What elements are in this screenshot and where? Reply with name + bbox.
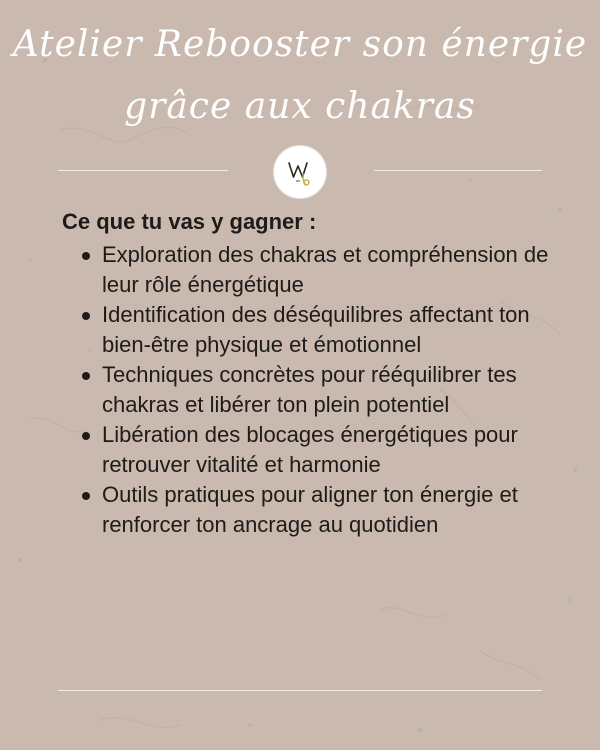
bullet-icon [82,312,90,320]
logo-mark [274,146,326,198]
list-item [62,360,552,420]
bullet-icon [82,492,90,500]
list-item [62,420,552,480]
benefits-list [62,240,552,540]
list-item-label: Identification des déséquilibres affectant ton bien-être physique et émotionnel [102,302,530,357]
wb-monogram-logo [274,146,326,198]
bullet-icon [82,432,90,440]
list-item-label: Outils pratiques pour aligner ton énergie et renforcer ton ancrage au quotidien [102,482,518,537]
divider-right [374,170,542,171]
title-line-1: Atelier Rebooster son énergie [12,24,588,65]
divider-bottom [58,690,542,691]
list-item-label: Techniques concrètes pour rééquilibrer tes chakras et libérer ton plein potentiel [102,362,517,417]
page-title [0,14,600,138]
benefits-section [62,206,552,540]
divider-left [58,170,228,171]
list-item-label: Exploration des chakras et compréhension de leur rôle énergétique [102,242,549,297]
title-line-2: grâce aux chakras [124,86,476,127]
bullet-icon [82,372,90,380]
list-item [62,300,552,360]
benefits-heading: Ce que tu vas y gagner : [62,209,317,234]
list-item [62,480,552,540]
list-item [62,240,552,300]
bullet-icon [82,252,90,260]
list-item-label: Libération des blocages énergétiques pour retrouver vitalité et harmonie [102,422,518,477]
